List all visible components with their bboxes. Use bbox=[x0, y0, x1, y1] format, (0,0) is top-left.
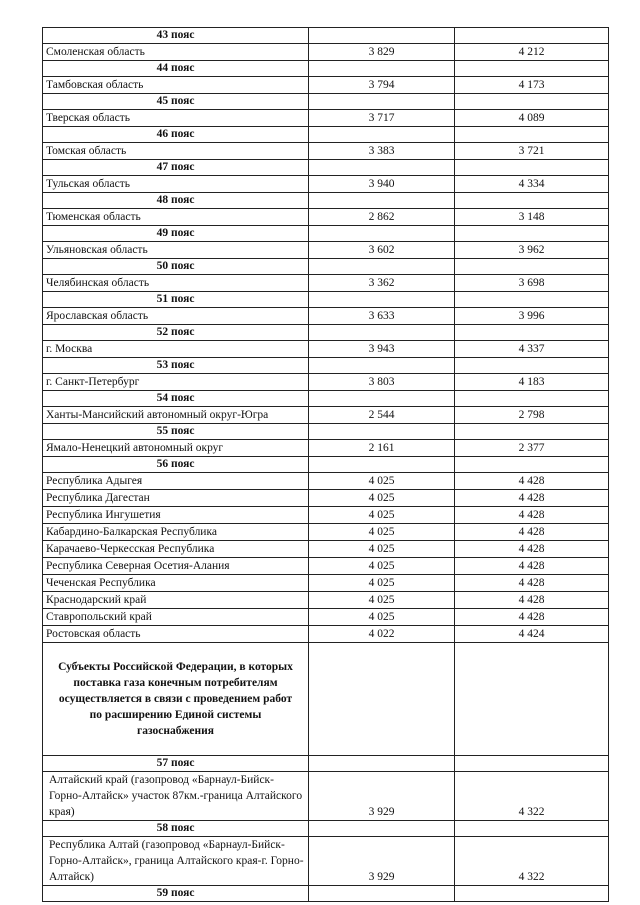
table-row bbox=[43, 541, 609, 558]
zone-band-row bbox=[43, 226, 609, 242]
region-name: Республика Адыгея bbox=[43, 473, 309, 490]
price-value-1: 3 940 bbox=[309, 176, 455, 193]
zone-band-label: 46 пояс bbox=[43, 127, 309, 143]
region-name: Алтайский край (газопровод «Барнаул-Бийск-Горно-Алтайск» участок 87км.-граница Алтайского края) bbox=[43, 772, 309, 821]
empty-cell bbox=[455, 226, 609, 242]
zone-band-label: 47 пояс bbox=[43, 160, 309, 176]
region-name: Карачаево-Черкесская Республика bbox=[43, 541, 309, 558]
price-value-2: 4 322 bbox=[455, 772, 609, 821]
zone-band-label: 55 пояс bbox=[43, 424, 309, 440]
empty-cell bbox=[309, 28, 455, 44]
price-value-1: 4 025 bbox=[309, 541, 455, 558]
empty-cell bbox=[309, 886, 455, 902]
zone-band-row bbox=[43, 821, 609, 837]
empty-cell bbox=[455, 821, 609, 837]
empty-cell bbox=[455, 457, 609, 473]
empty-cell bbox=[309, 193, 455, 209]
empty-cell bbox=[309, 94, 455, 110]
empty-cell bbox=[455, 193, 609, 209]
zone-band-row bbox=[43, 127, 609, 143]
table-row bbox=[43, 524, 609, 541]
section-header-row bbox=[43, 643, 609, 756]
price-value-2: 3 148 bbox=[455, 209, 609, 226]
price-value-2: 4 428 bbox=[455, 490, 609, 507]
region-name: Республика Дагестан bbox=[43, 490, 309, 507]
price-value-2: 4 428 bbox=[455, 575, 609, 592]
empty-cell bbox=[309, 424, 455, 440]
zone-band-label: 52 пояс bbox=[43, 325, 309, 341]
zone-band-label: 44 пояс bbox=[43, 61, 309, 77]
price-value-1: 3 633 bbox=[309, 308, 455, 325]
zone-band-row bbox=[43, 457, 609, 473]
price-value-1: 3 794 bbox=[309, 77, 455, 94]
empty-cell bbox=[455, 160, 609, 176]
empty-cell bbox=[455, 127, 609, 143]
table-row bbox=[43, 626, 609, 643]
region-name: Ямало-Ненецкий автономный округ bbox=[43, 440, 309, 457]
empty-cell bbox=[309, 127, 455, 143]
region-name: Ульяновская область bbox=[43, 242, 309, 259]
price-value-2: 3 698 bbox=[455, 275, 609, 292]
price-value-1: 3 362 bbox=[309, 275, 455, 292]
zone-band-label: 45 пояс bbox=[43, 94, 309, 110]
zone-band-label: 54 пояс bbox=[43, 391, 309, 407]
table-row bbox=[43, 772, 609, 821]
price-value-2: 3 962 bbox=[455, 242, 609, 259]
region-name: Чеченская Республика bbox=[43, 575, 309, 592]
zone-band-row bbox=[43, 259, 609, 275]
zone-band-row bbox=[43, 61, 609, 77]
table-row bbox=[43, 110, 609, 127]
zone-band-label: 48 пояс bbox=[43, 193, 309, 209]
price-value-1: 3 717 bbox=[309, 110, 455, 127]
zone-band-row bbox=[43, 28, 609, 44]
table-row bbox=[43, 490, 609, 507]
zone-band-row bbox=[43, 756, 609, 772]
table-row bbox=[43, 308, 609, 325]
table-row bbox=[43, 592, 609, 609]
price-value-1: 4 025 bbox=[309, 592, 455, 609]
price-value-2: 4 173 bbox=[455, 77, 609, 94]
table-row bbox=[43, 837, 609, 886]
region-name: Краснодарский край bbox=[43, 592, 309, 609]
price-value-1: 4 022 bbox=[309, 626, 455, 643]
price-value-2: 4 428 bbox=[455, 507, 609, 524]
region-name: Челябинская область bbox=[43, 275, 309, 292]
region-name: Смоленская область bbox=[43, 44, 309, 61]
empty-cell bbox=[455, 292, 609, 308]
empty-cell bbox=[309, 457, 455, 473]
price-value-1: 4 025 bbox=[309, 507, 455, 524]
zone-band-label: 56 пояс bbox=[43, 457, 309, 473]
price-value-2: 4 428 bbox=[455, 558, 609, 575]
empty-cell bbox=[455, 358, 609, 374]
table-row bbox=[43, 575, 609, 592]
price-value-2: 3 721 bbox=[455, 143, 609, 160]
region-name: Тамбовская область bbox=[43, 77, 309, 94]
tariff-table-body bbox=[43, 28, 609, 902]
zone-band-label: 43 пояс bbox=[43, 28, 309, 44]
price-value-2: 4 428 bbox=[455, 592, 609, 609]
empty-cell bbox=[455, 28, 609, 44]
price-value-1: 2 544 bbox=[309, 407, 455, 424]
table-row bbox=[43, 176, 609, 193]
empty-cell bbox=[455, 61, 609, 77]
table-row bbox=[43, 44, 609, 61]
price-value-1: 3 803 bbox=[309, 374, 455, 391]
empty-cell bbox=[309, 756, 455, 772]
table-row bbox=[43, 143, 609, 160]
price-value-2: 4 428 bbox=[455, 609, 609, 626]
table-row bbox=[43, 507, 609, 524]
zone-band-label: 58 пояс bbox=[43, 821, 309, 837]
zone-band-row bbox=[43, 391, 609, 407]
table-row bbox=[43, 341, 609, 358]
price-value-1: 4 025 bbox=[309, 524, 455, 541]
zone-band-label: 57 пояс bbox=[43, 756, 309, 772]
zone-band-label: 59 пояс bbox=[43, 886, 309, 902]
zone-band-row bbox=[43, 886, 609, 902]
table-row bbox=[43, 440, 609, 457]
price-value-2: 2 377 bbox=[455, 440, 609, 457]
table-row bbox=[43, 242, 609, 259]
empty-cell bbox=[309, 391, 455, 407]
price-value-1: 3 602 bbox=[309, 242, 455, 259]
region-name: Республика Ингушетия bbox=[43, 507, 309, 524]
zone-band-label: 50 пояс bbox=[43, 259, 309, 275]
table-row bbox=[43, 407, 609, 424]
region-name: Ярославская область bbox=[43, 308, 309, 325]
empty-cell bbox=[455, 325, 609, 341]
zone-band-row bbox=[43, 325, 609, 341]
zone-band-row bbox=[43, 292, 609, 308]
zone-band-row bbox=[43, 160, 609, 176]
price-value-1: 3 929 bbox=[309, 772, 455, 821]
price-value-1: 4 025 bbox=[309, 473, 455, 490]
price-value-2: 4 428 bbox=[455, 541, 609, 558]
price-value-2: 4 428 bbox=[455, 524, 609, 541]
price-value-1: 4 025 bbox=[309, 575, 455, 592]
price-value-2: 4 183 bbox=[455, 374, 609, 391]
price-value-2: 2 798 bbox=[455, 407, 609, 424]
empty-cell bbox=[309, 325, 455, 341]
empty-cell bbox=[309, 358, 455, 374]
empty-cell bbox=[455, 886, 609, 902]
price-value-1: 4 025 bbox=[309, 558, 455, 575]
zone-band-label: 49 пояс bbox=[43, 226, 309, 242]
table-row bbox=[43, 609, 609, 626]
region-name: Кабардино-Балкарская Республика bbox=[43, 524, 309, 541]
price-value-2: 4 334 bbox=[455, 176, 609, 193]
price-value-2: 4 428 bbox=[455, 473, 609, 490]
table-row bbox=[43, 77, 609, 94]
region-name: Ханты-Мансийский автономный округ-Югра bbox=[43, 407, 309, 424]
zone-band-label: 53 пояс bbox=[43, 358, 309, 374]
empty-cell bbox=[309, 292, 455, 308]
price-value-1: 4 025 bbox=[309, 609, 455, 626]
region-name: Ростовская область bbox=[43, 626, 309, 643]
empty-cell bbox=[309, 61, 455, 77]
price-value-1: 2 862 bbox=[309, 209, 455, 226]
price-value-1: 2 161 bbox=[309, 440, 455, 457]
tariff-table bbox=[42, 27, 609, 902]
zone-band-label: 51 пояс bbox=[43, 292, 309, 308]
region-name: Тюменская область bbox=[43, 209, 309, 226]
region-name: Тверская область bbox=[43, 110, 309, 127]
price-value-2: 3 996 bbox=[455, 308, 609, 325]
price-value-2: 4 322 bbox=[455, 837, 609, 886]
price-value-1: 3 383 bbox=[309, 143, 455, 160]
price-value-2: 4 337 bbox=[455, 341, 609, 358]
empty-cell bbox=[309, 259, 455, 275]
region-name: Тульская область bbox=[43, 176, 309, 193]
table-row bbox=[43, 374, 609, 391]
empty-cell bbox=[455, 643, 609, 756]
empty-cell bbox=[309, 226, 455, 242]
zone-band-row bbox=[43, 358, 609, 374]
empty-cell bbox=[455, 94, 609, 110]
zone-band-row bbox=[43, 424, 609, 440]
price-value-2: 4 212 bbox=[455, 44, 609, 61]
empty-cell bbox=[309, 160, 455, 176]
table-row bbox=[43, 209, 609, 226]
table-row bbox=[43, 473, 609, 490]
empty-cell bbox=[455, 424, 609, 440]
empty-cell bbox=[455, 259, 609, 275]
table-row bbox=[43, 275, 609, 292]
region-name: Томская область bbox=[43, 143, 309, 160]
region-name: Республика Алтай (газопровод «Барнаул-Бийск-Горно-Алтайск», граница Алтайского края-г. Горно-Алтайск) bbox=[43, 837, 309, 886]
price-value-2: 4 424 bbox=[455, 626, 609, 643]
empty-cell bbox=[455, 391, 609, 407]
price-value-1: 3 943 bbox=[309, 341, 455, 358]
empty-cell bbox=[455, 756, 609, 772]
region-name: Ставропольский край bbox=[43, 609, 309, 626]
region-name: г. Санкт-Петербург bbox=[43, 374, 309, 391]
empty-cell bbox=[309, 643, 455, 756]
empty-cell bbox=[309, 821, 455, 837]
zone-band-row bbox=[43, 193, 609, 209]
price-value-1: 3 929 bbox=[309, 837, 455, 886]
region-name: г. Москва bbox=[43, 341, 309, 358]
section-header-text: Субъекты Российской Федерации, в которых поставка газа конечным потребителям осуществляется в связи с проведением работ по расширению Единой системы газоснабжения bbox=[43, 643, 309, 756]
region-name: Республика Северная Осетия-Алания bbox=[43, 558, 309, 575]
table-row bbox=[43, 558, 609, 575]
price-value-1: 3 829 bbox=[309, 44, 455, 61]
zone-band-row bbox=[43, 94, 609, 110]
price-value-2: 4 089 bbox=[455, 110, 609, 127]
price-value-1: 4 025 bbox=[309, 490, 455, 507]
